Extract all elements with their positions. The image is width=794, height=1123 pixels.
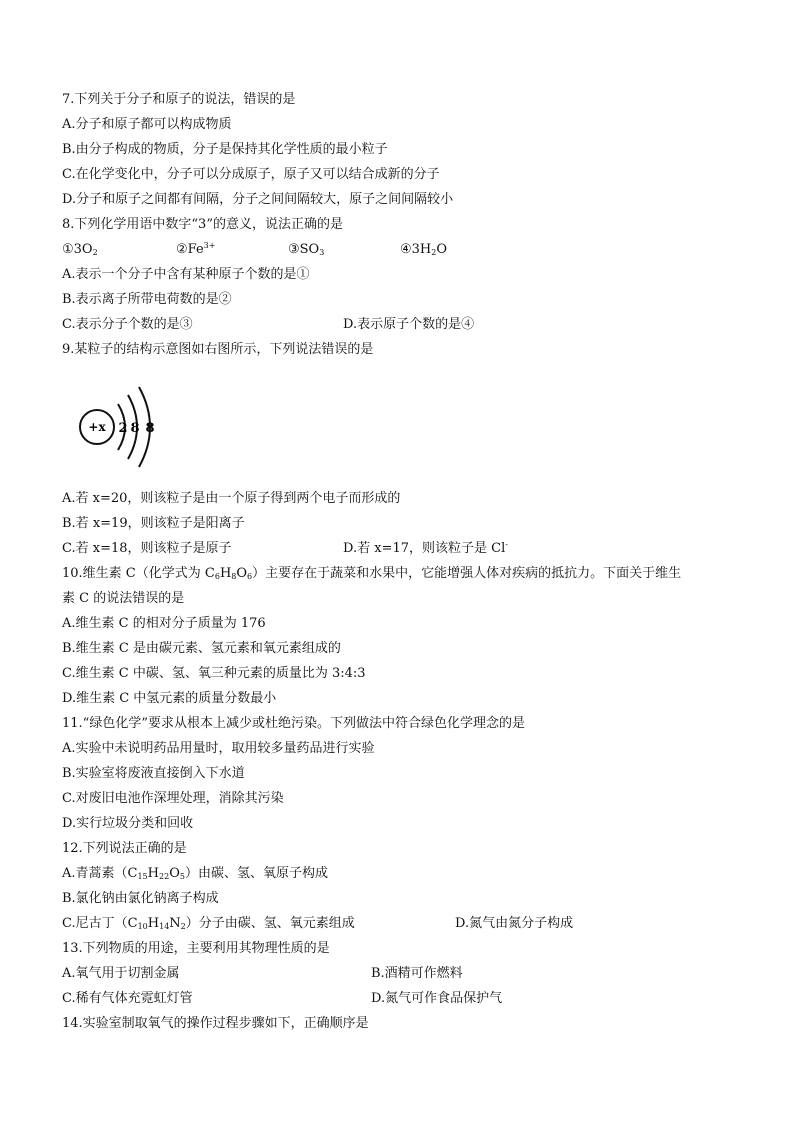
shell-3-electrons: 8 [145,421,155,436]
q13-option-b: B.酒精可作燃料 [371,966,463,981]
q7-option-c: C.在化学变化中，分子可以分成原子，原子又可以结合成新的分子 [62,167,440,182]
q12-option-c: C.尼古丁$(C_{10}H_{14}N_2)$分子由碳、氢、氧元素组成 [62,916,355,931]
q11-option-b: B.实验室将废液直接倒入下水道 [62,766,245,781]
q10-option-b: B.维生素 C 是由碳元素、氢元素和氧元素组成的 [62,641,341,656]
q7-option-a: A.分子和原子都可以构成物质 [62,117,232,132]
q10-option-a: A.维生素 C 的相对分子质量为 176 [62,616,266,631]
q8-stem: 8.下列化学用语中数字“3”的意义，说法正确的是 [62,217,343,232]
q8-option-b: B.表示离子所带电荷数的是② [62,292,232,307]
q11-option-a: A.实验中未说明药品用量时，取用较多量药品进行实验 [62,741,375,756]
atomic-structure-diagram [62,374,172,478]
q10-stem: 10.维生素 C（化学式为 $C_6H_8O_6$）主要存在于蔬菜和水果中，它能增强人体对疾病的抵抗力。下面关于维生 [62,566,682,581]
q12-option-b: B.氯化钠由氯化钠离子构成 [62,891,219,906]
q10-stem-line2: 素 C 的说法错误的是 [62,591,185,606]
q9-option-d: D.若 x=17，则该粒子是 Cl- [343,540,508,556]
q9-option-b: B.若 x=19，则该粒子是阳离子 [62,516,245,531]
q8-item-1: $①3O_2$ [62,242,98,257]
q8-item-2: $②Fe^{3+}$ [176,241,216,257]
q9-stem: 9.某粒子的结构示意图如右图所示，下列说法错误的是 [62,342,374,357]
q13-option-a: A.氧气用于切割金属 [62,966,180,981]
q10-option-c: C.维生素 C 中碳、氢、氧三种元素的质量比为 3:4:3 [62,666,366,681]
q11-option-d: D.实行垃圾分类和回收 [62,816,194,831]
shell-2-electrons: 8 [130,421,140,436]
q11-option-c: C.对废旧电池作深埋处理，消除其污染 [62,791,284,806]
shell-1-electrons: 2 [118,421,128,436]
q11-stem: 11.“绿色化学”要求从根本上减少或杜绝污染。下列做法中符合绿色化学理念的是 [62,716,525,731]
q12-stem: 12.下列说法正确的是 [62,841,187,856]
q13-option-c: C.稀有气体充霓虹灯管 [62,991,193,1006]
q8-option-d: D.表示原子个数的是④ [343,317,475,332]
q8-item-3: $③SO_3$ [288,242,325,257]
nucleus-charge: +x [88,420,106,434]
q8-option-c: C.表示分子个数的是③ [62,317,193,332]
q9-option-a: A.若 x=20，则该粒子是由一个原子得到两个电子而形成的 [62,491,401,506]
q9-option-c: C.若 x=18，则该粒子是原子 [62,541,232,556]
q8-item-4: $④3H_2O$ [400,242,448,257]
q13-stem: 13.下列物质的用途，主要利用其物理性质的是 [62,941,330,956]
q12-option-d: D.氮气由氮分子构成 [455,916,574,931]
q14-stem: 14.实验室制取氧气的操作过程步骤如下，正确顺序是 [62,1016,369,1031]
q10-option-d: D.维生素 C 中氢元素的质量分数最小 [62,691,277,706]
q8-option-a: A.表示一个分子中含有某种原子个数的是① [62,267,310,282]
q12-option-a: A.青蒿素$(C_{15}H_{22}O_5)$由碳、氢、氧原子构成 [62,866,328,881]
q7-stem: 7.下列关于分子和原子的说法，错误的是 [62,92,296,107]
q7-option-d: D.分子和原子之间都有间隔，分子之间间隔较大，原子之间间隔较小 [62,192,454,207]
q13-option-d: D.氮气可作食品保护气 [371,991,503,1006]
q7-option-b: B.由分子构成的物质，分子是保持其化学性质的最小粒子 [62,142,388,157]
